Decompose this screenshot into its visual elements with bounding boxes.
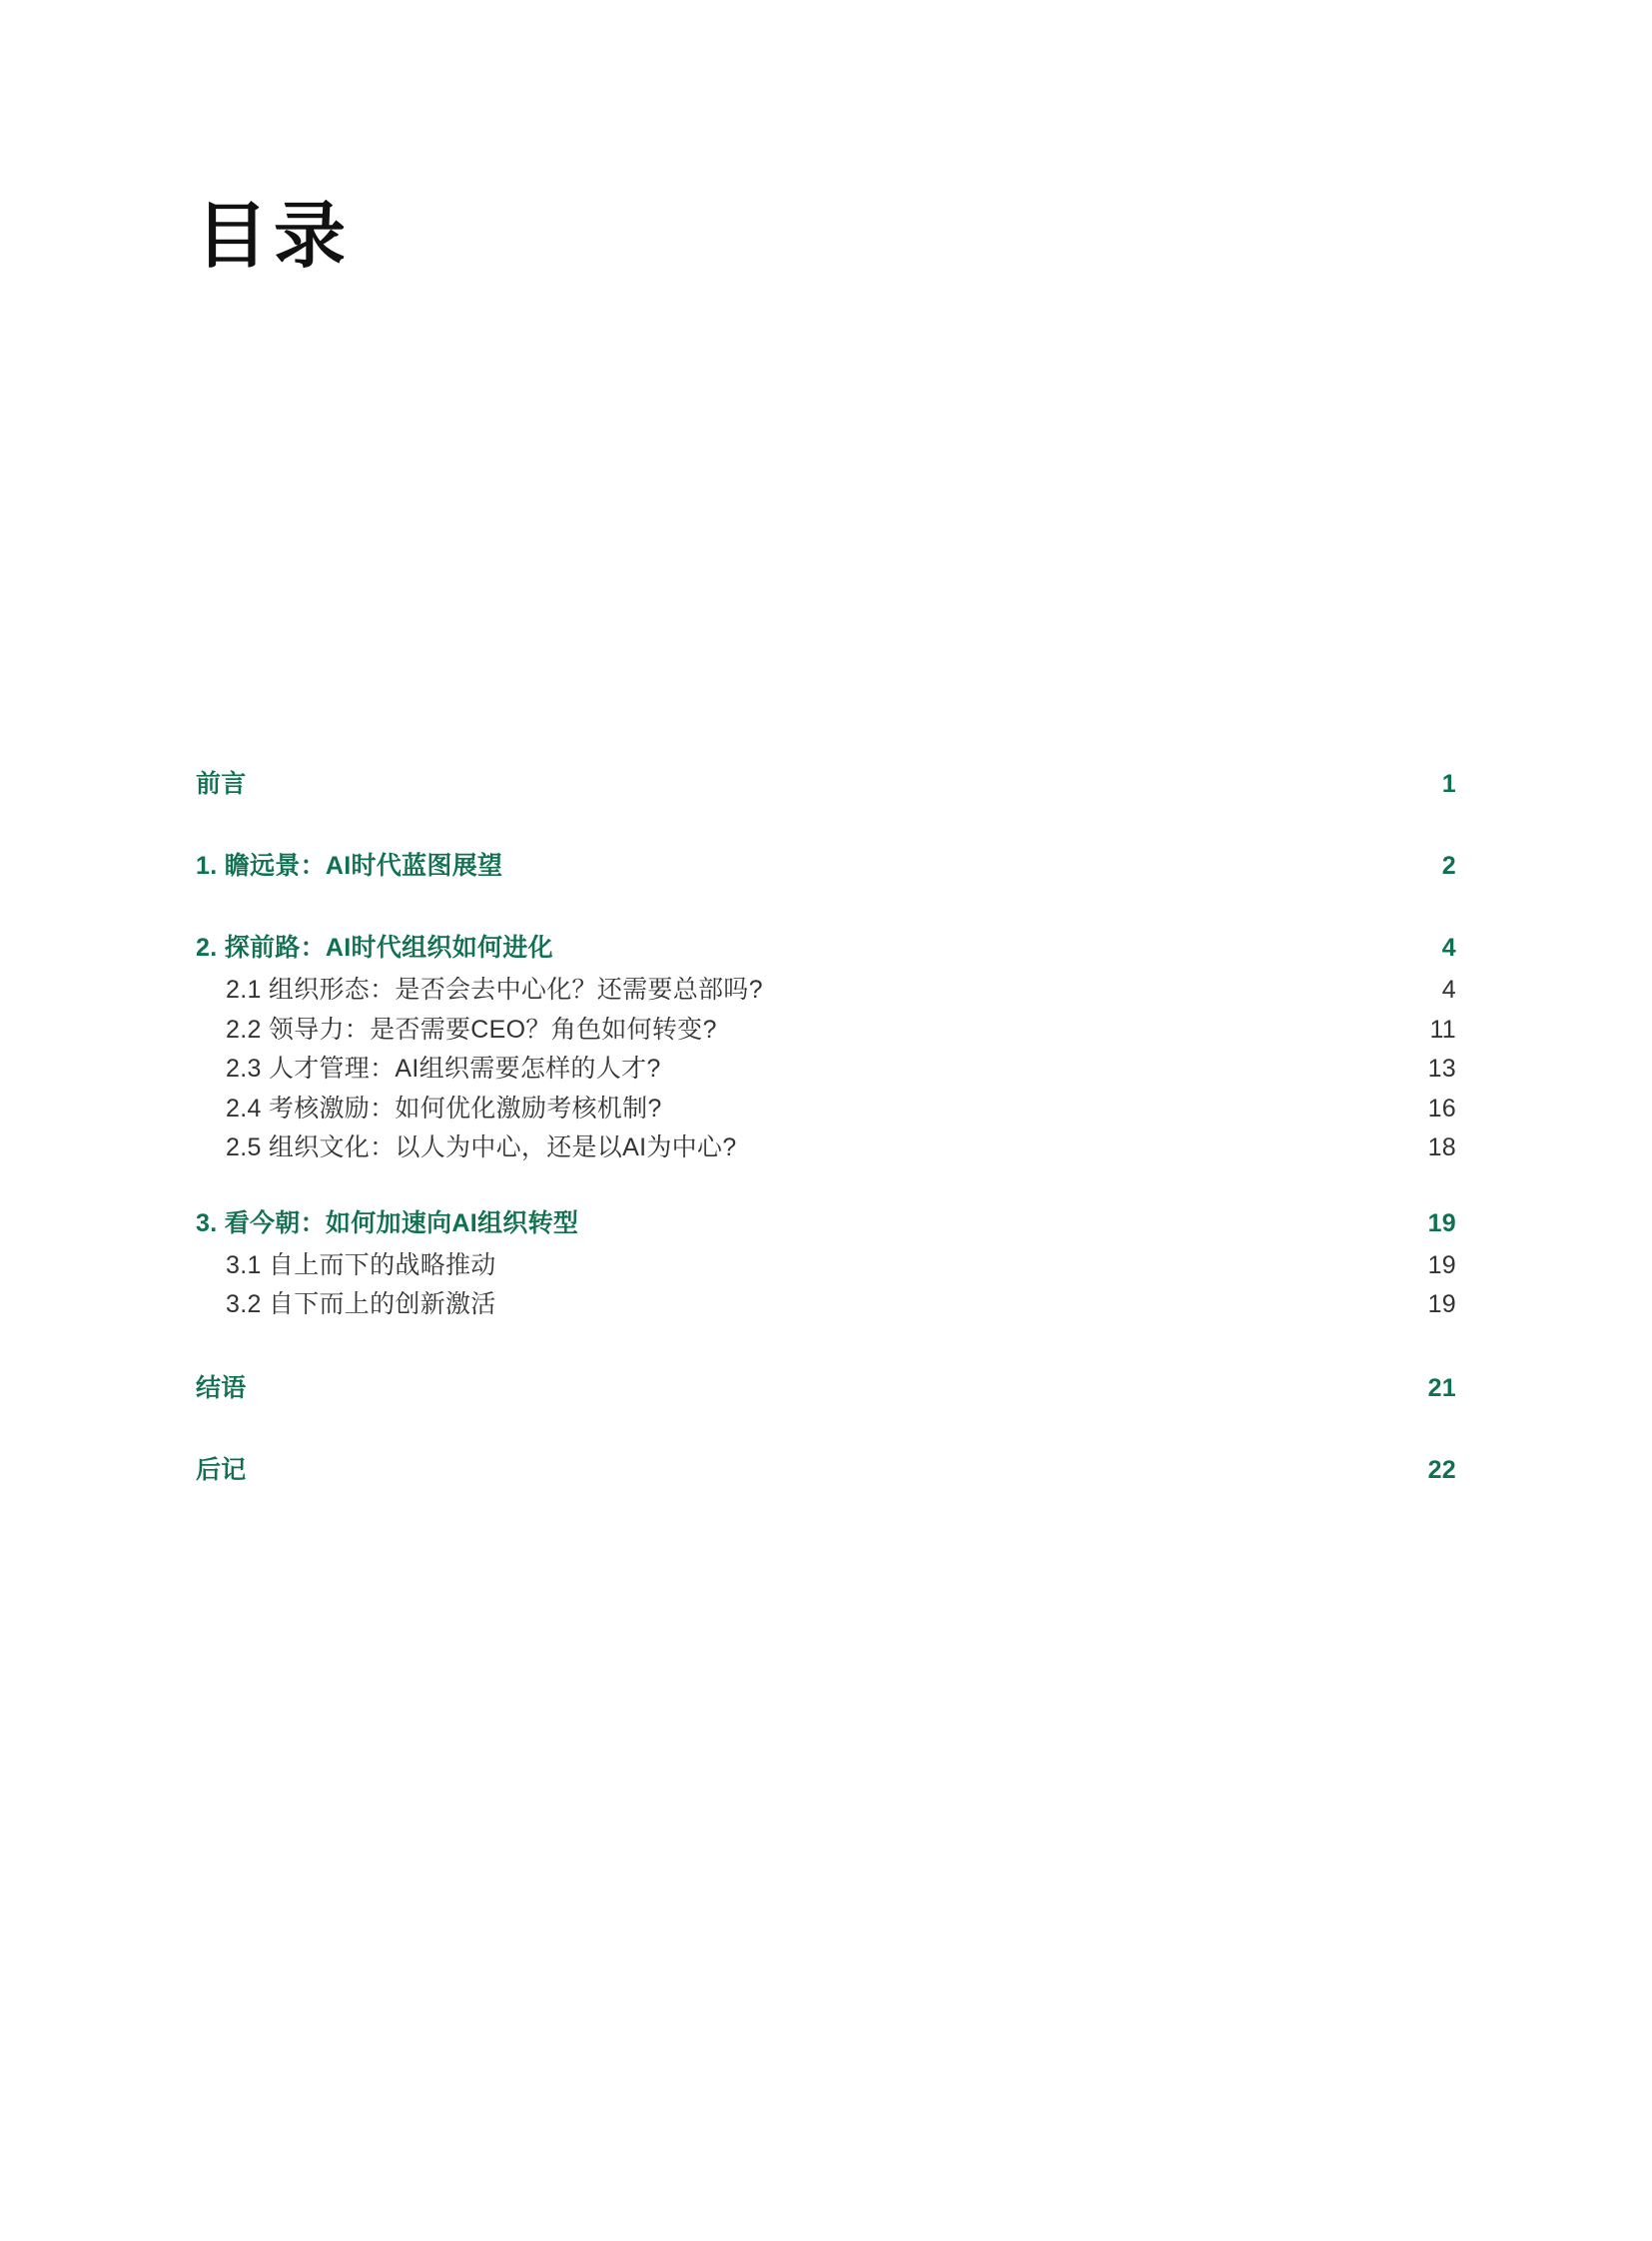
toc-entry-chapter-1[interactable] bbox=[196, 851, 1456, 881]
toc-entry-page-number: 22 bbox=[1427, 1455, 1456, 1484]
toc-entry-page-number: 1 bbox=[1441, 770, 1456, 798]
toc-entry-label: 2.2 领导力：是否需要CEO？角色如何转变? bbox=[226, 1015, 717, 1044]
spacer bbox=[196, 1321, 1456, 1373]
toc-entry-label: 2.1 组织形态：是否会去中心化？还需要总部吗? bbox=[226, 976, 763, 1004]
toc-entry-page-number: 18 bbox=[1427, 1133, 1456, 1161]
spacer bbox=[196, 799, 1456, 851]
toc-entry-label: 后记 bbox=[196, 1455, 247, 1484]
table-of-contents bbox=[196, 769, 1456, 1485]
toc-entry-3-2[interactable] bbox=[196, 1289, 1456, 1321]
toc-entry-label: 1. 瞻远景：AI时代蓝图展望 bbox=[196, 852, 503, 880]
toc-entry-page-number: 19 bbox=[1427, 1208, 1456, 1237]
toc-entry-page-number: 4 bbox=[1441, 976, 1456, 1004]
toc-entry-page-number: 4 bbox=[1441, 934, 1456, 962]
page-title: 目录 bbox=[196, 197, 353, 278]
toc-group-preface bbox=[196, 769, 1456, 799]
toc-entry-label: 2.3 人才管理：AI组织需要怎样的人才? bbox=[226, 1055, 661, 1083]
toc-entry-preface[interactable] bbox=[196, 769, 1456, 799]
toc-entry-3-1[interactable] bbox=[196, 1250, 1456, 1282]
spacer bbox=[196, 881, 1456, 933]
toc-entry-label: 2.5 组织文化：以人为中心，还是以AI为中心? bbox=[226, 1133, 737, 1161]
toc-entry-label: 前言 bbox=[196, 770, 247, 798]
spacer bbox=[196, 1164, 1456, 1208]
toc-entry-page-number: 2 bbox=[1441, 852, 1456, 880]
toc-entry-page-number: 11 bbox=[1429, 1015, 1456, 1044]
toc-group-postscript bbox=[196, 1455, 1456, 1485]
toc-entry-chapter-3[interactable] bbox=[196, 1208, 1456, 1238]
toc-entry-page-number: 16 bbox=[1427, 1094, 1456, 1122]
toc-entry-page-number: 19 bbox=[1427, 1290, 1456, 1318]
toc-entry-2-3[interactable] bbox=[196, 1054, 1456, 1086]
toc-entry-conclusion[interactable] bbox=[196, 1373, 1456, 1403]
toc-group-conclusion bbox=[196, 1373, 1456, 1403]
toc-entry-postscript[interactable] bbox=[196, 1455, 1456, 1485]
toc-sublist-chapter-3 bbox=[196, 1250, 1456, 1321]
toc-entry-chapter-2[interactable] bbox=[196, 933, 1456, 963]
toc-entry-2-2[interactable] bbox=[196, 1015, 1456, 1047]
toc-entry-page-number: 13 bbox=[1427, 1055, 1456, 1083]
toc-entry-2-4[interactable] bbox=[196, 1094, 1456, 1125]
toc-entry-page-number: 21 bbox=[1427, 1373, 1456, 1402]
toc-group-chapter-3 bbox=[196, 1208, 1456, 1321]
spacer bbox=[196, 1403, 1456, 1455]
toc-entry-label: 2.4 考核激励：如何优化激励考核机制? bbox=[226, 1094, 662, 1122]
toc-group-chapter-1 bbox=[196, 851, 1456, 881]
toc-entry-page-number: 19 bbox=[1427, 1250, 1456, 1279]
toc-group-chapter-2 bbox=[196, 933, 1456, 1164]
toc-entry-2-1[interactable] bbox=[196, 975, 1456, 1007]
toc-sublist-chapter-2 bbox=[196, 975, 1456, 1164]
toc-entry-label: 3.1 自上而下的战略推动 bbox=[226, 1250, 496, 1279]
toc-entry-label: 2. 探前路：AI时代组织如何进化 bbox=[196, 934, 553, 962]
toc-entry-label: 结语 bbox=[196, 1373, 247, 1402]
toc-entry-2-5[interactable] bbox=[196, 1132, 1456, 1164]
toc-entry-label: 3.2 自下而上的创新激活 bbox=[226, 1290, 496, 1318]
toc-entry-label: 3. 看今朝：如何加速向AI组织转型 bbox=[196, 1208, 579, 1237]
